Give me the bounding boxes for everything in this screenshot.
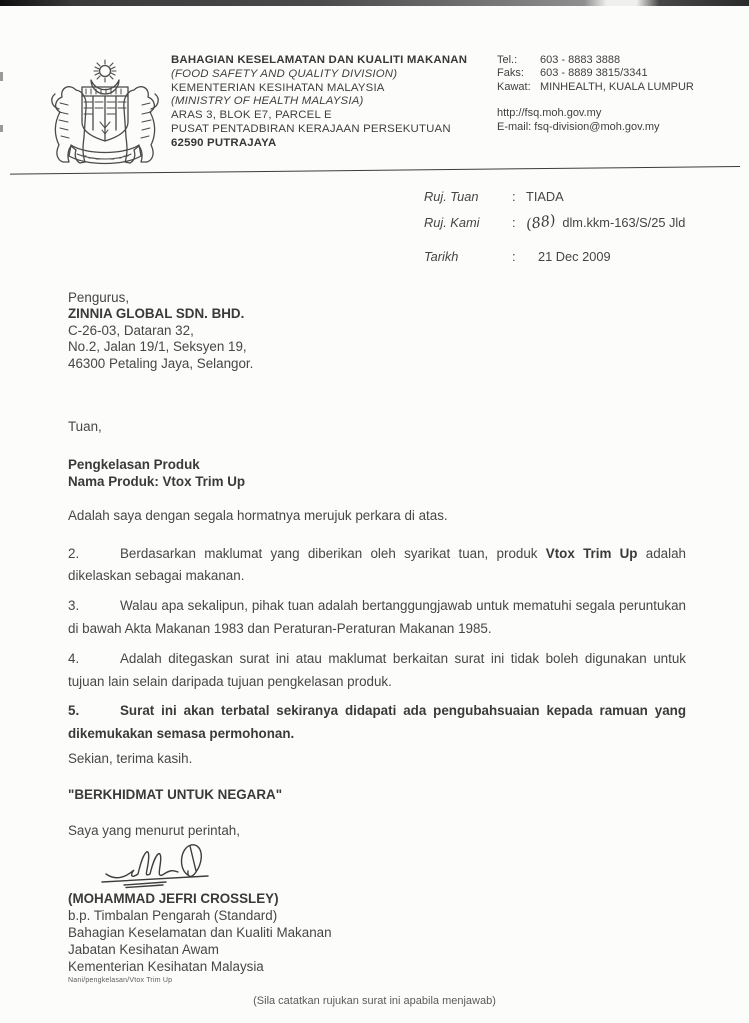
- recipient-address-block: [68, 290, 253, 372]
- org-name: BAHAGIAN KESELAMATAN DAN KUALITI MAKANAN: [171, 54, 468, 66]
- subject-line-2: Nama Produk: Vtox Trim Up: [68, 473, 246, 489]
- recipient-line: 46300 Petaling Jaya, Selangor.: [68, 355, 254, 371]
- paragraph-5: 5. Surat ini akan terbatal sekiranya didapati ada pengubahsuaian kepada ramuan yang dikemukakan semasa permohonan.: [68, 703, 686, 742]
- scan-edge-artifact: [0, 0, 749, 6]
- handwritten-number: (88): [524, 212, 557, 234]
- signer-name: (MOHAMMAD JEFRI CROSSLEY): [68, 891, 279, 907]
- subject-line-1: Pengkelasan Produk: [68, 456, 200, 472]
- ruj-tuan-value: TIADA: [526, 189, 564, 204]
- recipient-company: ZINNIA GLOBAL SDN. BHD.: [68, 306, 245, 322]
- website-url: http://fsq.moh.gov.my: [497, 107, 602, 120]
- closing-line: Sekian, terima kasih.: [68, 750, 193, 766]
- reference-block: Ruj. Tuan : TIADA Ruj. Kami : (88) dlm.kkm-163/S/25 Jld Tarikh : 21 Dec 2009: [424, 189, 686, 264]
- handwritten-signature-icon: [100, 840, 280, 890]
- file-reference: Nani/pengkelasan/Vtox Trim Up: [68, 977, 173, 984]
- ministry-name-en: (MINISTRY OF HEALTH MALAYSIA): [171, 95, 364, 108]
- org-name-en: (FOOD SAFETY AND QUALITY DIVISION): [171, 67, 398, 80]
- tel-label: Tel.:: [497, 54, 518, 66]
- letter-body: [68, 416, 686, 975]
- kawat-label: Kawat:: [497, 80, 531, 93]
- malaysia-coat-of-arms-icon: [44, 56, 166, 170]
- signer-title: b.p. Timbalan Pengarah (Standard): [68, 908, 278, 924]
- signer-division: Bahagian Keselamatan dan Kualiti Makanan: [68, 925, 332, 941]
- signer-ministry: Kementerian Kesihatan Malaysia: [68, 959, 264, 975]
- scan-mark-artifact: [0, 125, 3, 132]
- letterhead-address-block: [171, 54, 467, 151]
- signer-title-block: [68, 907, 686, 975]
- tarikh-label: Tarikh: [424, 249, 459, 264]
- slogan: "BERKHIDMAT UNTUK NEGARA": [68, 786, 283, 802]
- signer-department: Jabatan Kesihatan Awam: [68, 942, 219, 958]
- paragraph-2: 2. Berdasarkan maklumat yang diberikan oleh syarikat tuan, produk Vtox Trim Up adalah dikelaskan sebagai makanan.: [68, 545, 686, 584]
- ministry-name: KEMENTERIAN KESIHATAN MALAYSIA: [171, 81, 385, 94]
- ruj-kami-label: Ruj. Kami: [424, 215, 480, 230]
- letterhead-contact-block: [497, 54, 694, 134]
- bottom-note: (Sila catatkan rujukan surat ini apabila menjawab): [253, 995, 496, 1007]
- paragraph-4: 4. Adalah ditegaskan surat ini atau maklumat berkaitan surat ini tidak boleh digunakan untuk tujuan lain selain daripada tujuan pengkelasan produk.: [68, 650, 686, 689]
- salutation: Tuan,: [68, 419, 102, 434]
- address-line-2: PUSAT PENTADBIRAN KERAJAAN PERSEKUTUAN: [171, 122, 451, 135]
- recipient-line: Pengurus,: [68, 290, 130, 305]
- tarikh-value: 21 Dec 2009: [538, 249, 611, 264]
- ruj-kami-value: (88) dlm.kkm-163/S/25 Jld: [524, 212, 686, 234]
- faks-label: Faks:: [497, 67, 524, 80]
- faks-value: 603 - 8889 3815/3341: [540, 67, 648, 80]
- address-line-1: ARAS 3, BLOK E7, PARCEL E: [171, 109, 332, 122]
- tel-value: 603 - 8883 3888: [540, 54, 621, 66]
- kawat-value: MINHEALTH, KUALA LUMPUR: [540, 80, 694, 93]
- scan-mark-artifact: [0, 72, 3, 81]
- paragraph-3: 3. Walau apa sekalipun, pihak tuan adalah bertanggungjawab untuk mematuhi segala peruntukan di bawah Akta Makanan 1983 dan Peraturan-Peraturan Makanan 1985.: [68, 598, 686, 636]
- recipient-line: C-26-03, Dataran 32,: [68, 322, 194, 338]
- recipient-line: No.2, Jalan 19/1, Seksyen 19,: [68, 339, 247, 355]
- email-address: E-mail: fsq-division@moh.gov.my: [497, 120, 660, 133]
- paragraph-1: Adalah saya dengan segala hormatnya merujuk perkara di atas.: [68, 507, 448, 523]
- subject-block: [68, 456, 686, 490]
- address-postcode: 62590 PUTRAJAYA: [171, 136, 277, 149]
- ruj-tuan-label: Ruj. Tuan: [424, 189, 479, 204]
- sign-intro: Saya yang menurut perintah,: [68, 822, 240, 838]
